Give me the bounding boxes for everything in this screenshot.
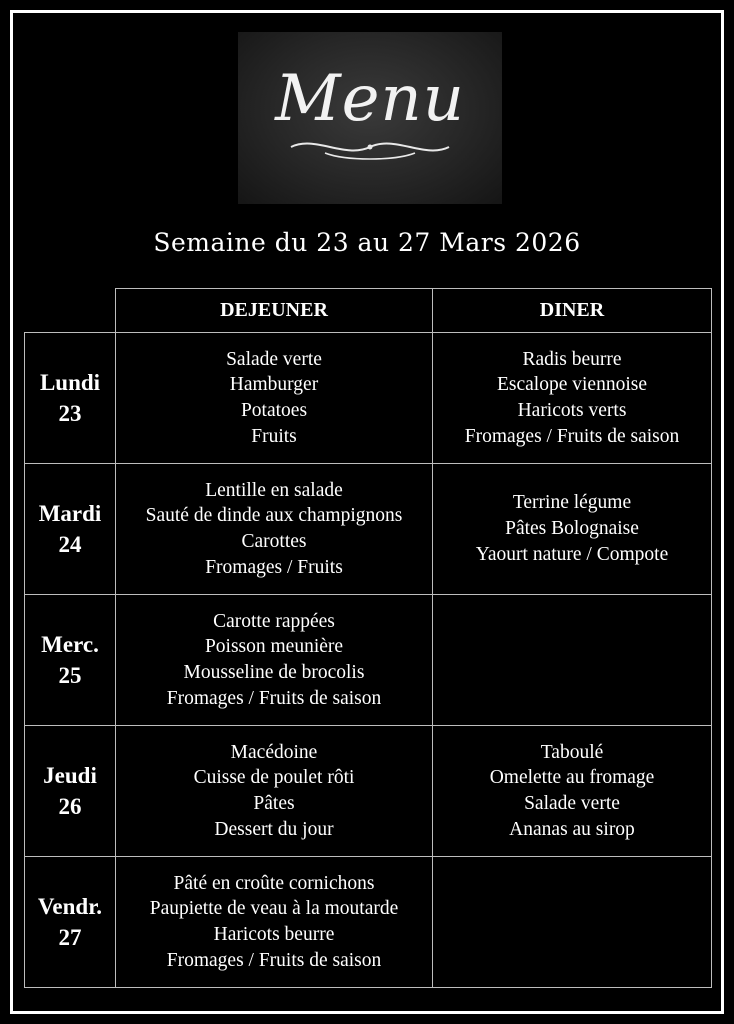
dinner-dish: Radis beurre <box>522 348 622 370</box>
flourish-icon <box>285 133 455 163</box>
lunch-dish: Hamburger <box>229 374 319 396</box>
dinner-cell <box>433 464 712 595</box>
lunch-dish: Macédoine <box>230 741 318 763</box>
lunch-column-header: DEJEUNER <box>116 289 433 333</box>
day-name: Vendr. <box>37 894 103 919</box>
lunch-dish: Pâté en croûte cornichons <box>173 872 375 894</box>
header-row <box>25 289 712 333</box>
day-number: 23 <box>58 401 82 426</box>
day-label-cell <box>25 464 116 595</box>
day-name: Mardi <box>38 501 102 526</box>
lunch-cell <box>116 333 433 464</box>
lunch-dish: Haricots beurre <box>213 924 335 945</box>
lunch-dish: Lentille en salade <box>205 479 343 501</box>
corner-cell <box>25 289 116 333</box>
lunch-dish: Fromages / Fruits de saison <box>166 949 382 971</box>
lunch-dish: Carottes <box>241 531 307 552</box>
day-number: 25 <box>58 663 82 688</box>
dinner-dish: Omelette au fromage <box>489 767 655 789</box>
day-number: 27 <box>58 925 82 950</box>
lunch-cell <box>116 857 433 988</box>
day-number: 26 <box>58 794 82 819</box>
day-label-cell <box>25 726 116 857</box>
day-number: 24 <box>58 532 82 557</box>
lunch-cell <box>116 464 433 595</box>
day-label-cell <box>25 333 116 464</box>
lunch-dish: Dessert du jour <box>214 818 334 840</box>
day-row <box>25 857 712 988</box>
dinner-column-header: DINER <box>433 289 712 333</box>
lunch-cell <box>116 726 433 857</box>
lunch-dish: Fromages / Fruits <box>205 556 343 578</box>
day-name: Jeudi <box>43 763 97 788</box>
dinner-cell <box>433 726 712 857</box>
menu-table <box>24 288 712 988</box>
day-row <box>25 595 712 726</box>
lunch-dish: Fruits <box>251 425 297 447</box>
day-name: Merc. <box>41 632 99 657</box>
dinner-cell <box>433 595 712 726</box>
lunch-dish: Salade verte <box>226 348 322 370</box>
dinner-dish: Yaourt nature / Compote <box>475 543 669 565</box>
day-row <box>25 464 712 595</box>
menu-logo <box>238 32 502 204</box>
dinner-dish: Salade verte <box>524 793 620 814</box>
day-row <box>25 726 712 857</box>
day-row <box>25 333 712 464</box>
dinner-dish: Haricots verts <box>517 400 627 421</box>
lunch-dish: Pâtes <box>253 793 295 814</box>
lunch-dish: Potatoes <box>240 400 308 421</box>
logo-text: Menu <box>275 62 465 136</box>
menu-body <box>25 333 712 988</box>
dinner-dish: Taboulé <box>540 741 604 763</box>
lunch-dish: Fromages / Fruits de saison <box>166 687 382 709</box>
week-title: Semaine du 23 au 27 Mars 2026 <box>153 228 581 257</box>
lunch-dish: Mousseline de brocolis <box>183 662 365 683</box>
dinner-dish: Ananas au sirop <box>509 818 635 840</box>
lunch-dish: Cuisse de poulet rôti <box>193 767 355 789</box>
lunch-dish: Sauté de dinde aux champignons <box>145 505 403 527</box>
day-label-cell <box>25 857 116 988</box>
dinner-dish: Escalope viennoise <box>497 374 647 396</box>
lunch-dish: Carotte rappées <box>213 610 335 632</box>
dinner-cell <box>433 857 712 988</box>
lunch-cell <box>116 595 433 726</box>
dinner-dish: Terrine légume <box>512 492 632 514</box>
dinner-dish: Fromages / Fruits de saison <box>464 425 680 447</box>
lunch-dish: Poisson meunière <box>204 636 344 658</box>
lunch-dish: Paupiette de veau à la moutarde <box>149 898 399 920</box>
day-name: Lundi <box>39 370 101 395</box>
dinner-cell <box>433 333 712 464</box>
dinner-dish: Pâtes Bolognaise <box>505 518 639 540</box>
day-label-cell <box>25 595 116 726</box>
